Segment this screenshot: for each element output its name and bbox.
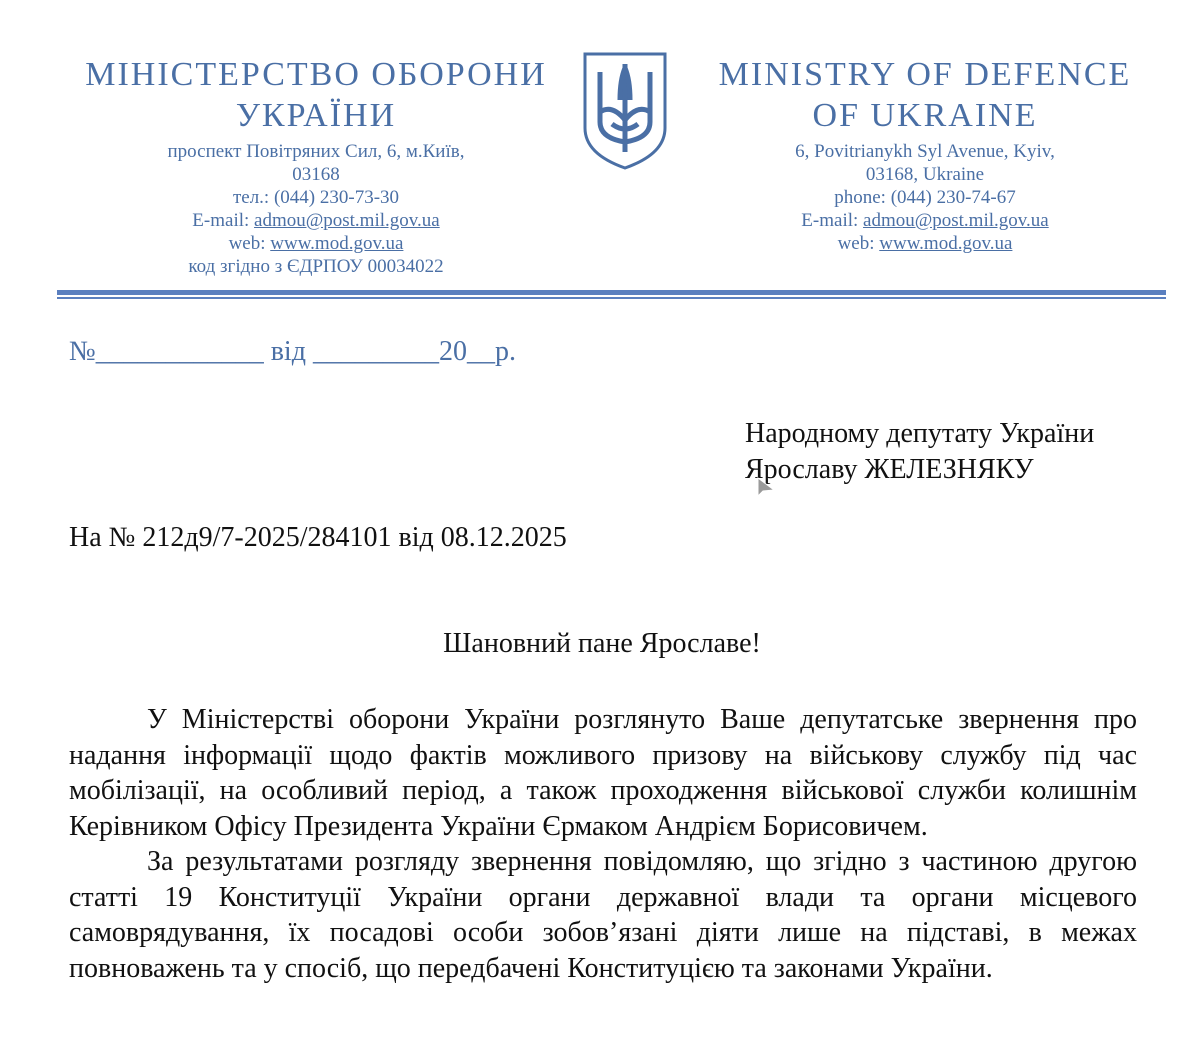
registration-number-line: №____________ від _________20__р. — [69, 336, 516, 367]
header-right-block — [690, 54, 1160, 255]
body-paragraph: У Міністерстві оборони України розглянуто Ваше депутатське звернення про надання інформації щодо фактів можливого призову на військову службу під час мобілізації, на особливий період, а також проходження військової служби колишнім Керівником Офісу Президента України Єрмаком Андрієм Борисовичем. — [69, 704, 1137, 842]
ministry-title-en-line1: MINISTRY OF DEFENCE — [718, 56, 1132, 93]
edrpou-code: код згідно з ЄДРПОУ 00034022 — [188, 256, 444, 277]
ministry-title-en-line2: OF UKRAINE — [812, 97, 1038, 134]
greeting: Шановний пане Ярославе! — [443, 628, 761, 659]
phone-ua: тел.: (044) 230-73-30 — [232, 187, 400, 208]
web-ua-label: web: — [228, 233, 271, 254]
addressee-line2: Ярославу ЖЕЛЕЗНЯКУ — [745, 454, 1034, 485]
address-en-line1: 6, Povitrianykh Syl Avenue, Kyiv, — [795, 141, 1055, 162]
email-ua-row — [60, 209, 572, 232]
phone-en: phone: (044) 230-74-67 — [834, 187, 1016, 208]
email-en-label: E-mail: — [801, 210, 864, 231]
addressee-line1: Народному депутату України — [745, 418, 1095, 449]
address-en-line2: 03168, Ukraine — [865, 164, 985, 185]
web-en-link[interactable]: www.mod.gov.ua — [879, 233, 1013, 254]
trident-emblem-icon — [580, 50, 670, 172]
header-left-block — [60, 54, 572, 278]
email-ua-link[interactable]: admou@post.mil.gov.ua — [254, 210, 440, 231]
header-divider-thin — [57, 297, 1166, 299]
reference-line: На № 212д9/7-2025/284101 від 08.12.2025 — [69, 522, 567, 553]
email-en-row — [690, 209, 1160, 232]
addressee-block — [745, 416, 1094, 488]
ministry-title-ua-line2: УКРАЇНИ — [235, 97, 397, 134]
letter-body — [69, 702, 1137, 986]
web-en-label: web: — [837, 233, 880, 254]
ministry-title-ua-line1: МІНІСТЕРСТВО ОБОРОНИ — [85, 56, 547, 93]
web-en-row — [690, 232, 1160, 255]
web-ua-link[interactable]: www.mod.gov.ua — [270, 233, 404, 254]
header-divider-thick — [57, 290, 1166, 295]
email-en-link[interactable]: admou@post.mil.gov.ua — [863, 210, 1049, 231]
body-paragraph: За результатами розгляду звернення повідомляю, що згідно з частиною другою статті 19 Конституції України органи державної влади та органи місцевого самоврядування, їх посадові особи зобов’язані діяти лише на підставі, в межах повноважень та у спосіб, що передбачені Конституцією та законами України. — [69, 846, 1137, 984]
web-ua-row — [60, 232, 572, 255]
email-ua-label: E-mail: — [192, 210, 255, 231]
mouse-cursor-icon — [756, 476, 776, 500]
address-ua-line1: проспект Повітряних Сил, 6, м.Київ, — [167, 141, 465, 162]
address-ua-line2: 03168 — [292, 164, 340, 185]
